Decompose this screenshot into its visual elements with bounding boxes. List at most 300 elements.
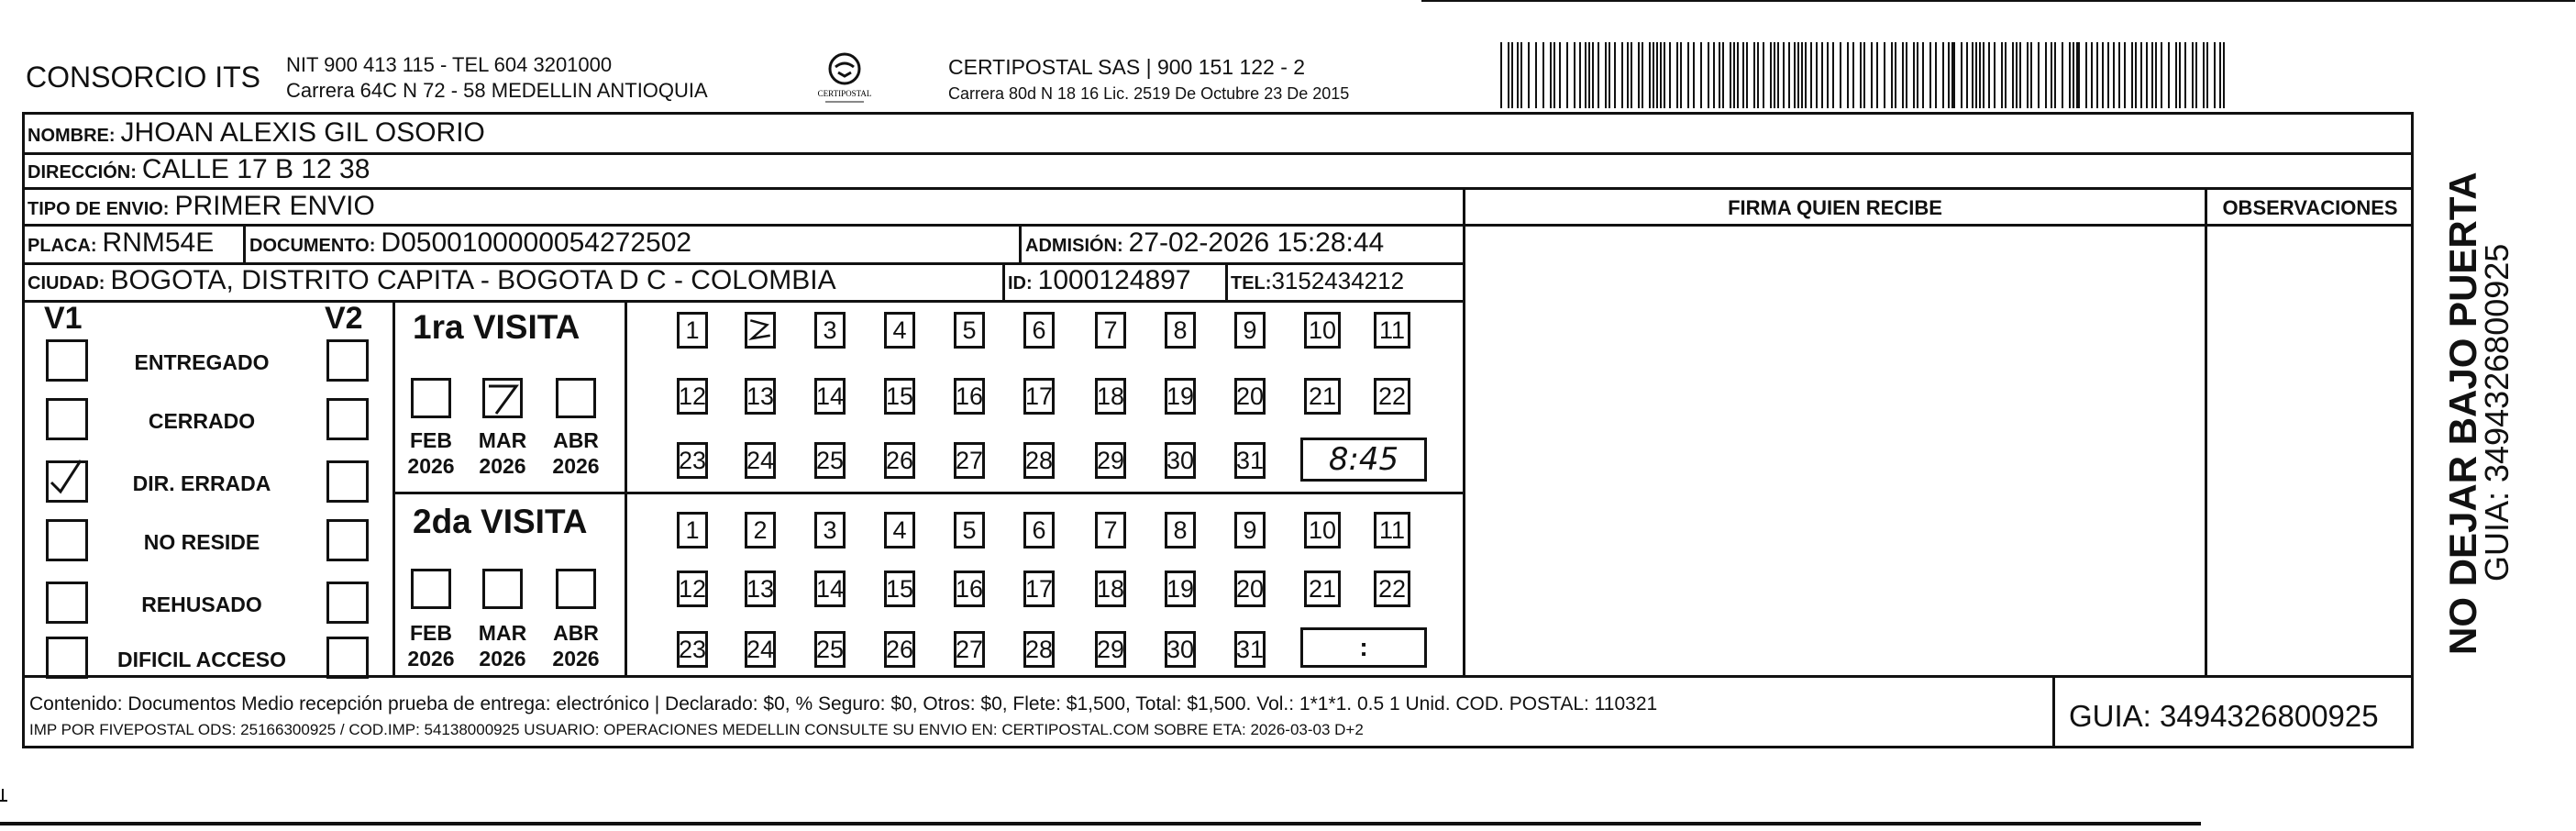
barcode (1500, 42, 2234, 108)
barcode-bar (2019, 42, 2021, 108)
barcode-bar (1860, 42, 1862, 108)
day-box[interactable]: 23 (677, 442, 708, 479)
day-box[interactable]: 22 (1374, 571, 1410, 607)
reason-label: REHUSADO (141, 593, 262, 616)
barcode-bar (1621, 42, 1623, 108)
barcode-bar (1948, 42, 1950, 108)
month-label (399, 620, 463, 671)
barcode-bar (2073, 42, 2074, 108)
barcode-bar (1585, 42, 1587, 108)
day-box[interactable]: 3 (814, 312, 846, 349)
rule (392, 492, 1463, 494)
barcode-bar (1656, 42, 1658, 108)
barcode-bar (2027, 42, 2029, 108)
barcode-bar (1746, 42, 1748, 108)
day-box[interactable]: 5 (954, 312, 985, 349)
v2-checkbox[interactable] (326, 460, 369, 503)
no-dejar-bajo-puerta: NO DEJAR BAJO PUERTA (2441, 172, 2484, 655)
barcode-bar (2192, 42, 2194, 108)
rule (22, 152, 2414, 155)
barcode-bar (1961, 42, 1962, 108)
barcode-bar (1827, 42, 1829, 108)
v2-checkbox[interactable] (326, 398, 369, 440)
barcode-bar (1891, 42, 1893, 108)
barcode-bar (2001, 42, 2003, 108)
barcode-bar (1757, 42, 1759, 108)
barcode-bar (1816, 42, 1818, 108)
rule (1225, 262, 1228, 300)
footer-guia: GUIA: 3494326800925 (2069, 699, 2379, 733)
barcode-bar (1929, 42, 1931, 108)
rule (22, 300, 1465, 303)
barcode-bar (2051, 42, 2052, 108)
day-box[interactable]: 17 (1023, 571, 1055, 607)
day-box[interactable]: 18 (1095, 378, 1126, 415)
tipo-envio-field (28, 191, 375, 222)
day-box[interactable]: 11 (1374, 312, 1410, 349)
day-box[interactable] (745, 312, 776, 349)
barcode-bar (1638, 42, 1640, 108)
month-checkbox[interactable] (411, 569, 451, 609)
barcode-bar (1566, 42, 1568, 108)
month-year: 2026 (479, 647, 526, 670)
barcode-bar (2124, 42, 2126, 108)
month-checkbox[interactable] (556, 378, 596, 418)
top-rule (1421, 0, 2575, 2)
placa-value: RNM54E (102, 227, 215, 258)
nombre-label: NOMBRE: (28, 126, 116, 146)
barcode-bar (1935, 42, 1937, 108)
rule (1019, 224, 1022, 262)
day-box[interactable]: 25 (814, 442, 846, 479)
barcode-bar (1614, 42, 1616, 108)
month-name: MAR (478, 428, 527, 452)
documento-value: D0500100000054272502 (381, 227, 692, 258)
v1-checkbox[interactable] (46, 398, 88, 440)
barcode-bar (1913, 42, 1915, 108)
day-box[interactable]: 16 (954, 378, 985, 415)
tel-value: 3152434212 (1271, 267, 1405, 294)
barcode-bar (1922, 42, 1924, 108)
barcode-bar (1863, 42, 1865, 108)
barcode-bar (1592, 42, 1594, 108)
v2-label: V2 (325, 301, 363, 336)
rule (243, 224, 246, 262)
reason-label: CERRADO (148, 409, 256, 433)
day-box[interactable]: 12 (677, 571, 708, 607)
rule (2052, 675, 2055, 748)
day-box[interactable]: 16 (954, 571, 985, 607)
barcode-bar (1520, 42, 1522, 108)
day-box[interactable]: 7 (1095, 312, 1126, 349)
day-box[interactable]: 20 (1234, 571, 1266, 607)
day-box[interactable]: 19 (1165, 571, 1196, 607)
documento-label: DOCUMENTO: (249, 236, 376, 256)
tipo-envio-value: PRIMER ENVIO (174, 191, 375, 221)
barcode-bar (1801, 42, 1803, 108)
month-name: ABR (553, 428, 599, 452)
barcode-bar (1693, 42, 1695, 108)
firma-header: FIRMA QUIEN RECIBE (1728, 196, 1942, 219)
footer-line2: IMP POR FIVEPOSTAL ODS: 25166300925 / COD.IMP: 54138000925 USUARIO: OPERACIONES MEDELLIN CONSULTE SU ENVIO EN: CERTIPOSTAL.COM SOBRE ETA: 2026-03-03 D+2 (29, 721, 1364, 738)
barcode-bar (2184, 42, 2186, 108)
company-name: CONSORCIO ITS (26, 61, 261, 94)
barcode-bar (2214, 42, 2216, 108)
day-mark-icon (747, 315, 773, 346)
barcode-bar (1664, 42, 1665, 108)
day-box[interactable]: 9 (1234, 312, 1266, 349)
day-box[interactable]: 26 (884, 442, 915, 479)
barcode-bar (1649, 42, 1651, 108)
visit2-time-box[interactable] (1300, 627, 1427, 668)
v1-checkbox[interactable] (46, 582, 88, 624)
barcode-bar (2161, 42, 2162, 108)
placa-field (28, 227, 214, 259)
barcode-bar (1517, 42, 1519, 108)
barcode-bar (1763, 42, 1764, 108)
day-box[interactable]: 14 (814, 571, 846, 607)
rule (1463, 187, 1465, 675)
month-year: 2026 (407, 454, 455, 478)
month-year: 2026 (407, 647, 455, 670)
day-box[interactable]: 28 (1023, 631, 1055, 668)
barcode-bar (2168, 42, 2170, 108)
admision-label: ADMISIÓN: (1025, 236, 1123, 256)
day-box[interactable]: 17 (1023, 378, 1055, 415)
barcode-bar (1742, 42, 1744, 108)
nombre-field (28, 117, 485, 149)
barcode-bar (2195, 42, 2197, 108)
barcode-bar (2151, 42, 2153, 108)
barcode-bar (2155, 42, 2157, 108)
barcode-bar (1774, 42, 1775, 108)
reason-label: NO RESIDE (143, 530, 260, 554)
barcode-bar (1979, 42, 1981, 108)
barcode-bar (2175, 42, 2177, 108)
barcode-bar (2069, 42, 2071, 108)
barcode-bar (2012, 42, 2014, 108)
barcode-bar (2113, 42, 2115, 108)
barcode-bar (1680, 42, 1682, 108)
certipostal-line1: CERTIPOSTAL SAS | 900 151 122 - 2 (948, 55, 1306, 79)
day-box[interactable]: 20 (1234, 378, 1266, 415)
v2-checkbox[interactable] (326, 582, 369, 624)
barcode-bar (1975, 42, 1977, 108)
direccion-field (28, 154, 370, 185)
month-name: MAR (478, 621, 527, 645)
day-box[interactable]: 15 (884, 378, 915, 415)
day-box[interactable]: 14 (814, 378, 846, 415)
barcode-bar (2203, 42, 2205, 108)
barcode-bar (1653, 42, 1654, 108)
day-box[interactable]: 10 (1304, 512, 1341, 548)
reason-label: DIFICIL ACCESO (116, 648, 286, 671)
barcode-bar (1805, 42, 1807, 108)
month-checkbox[interactable] (556, 569, 596, 609)
barcode-bar (1972, 42, 1973, 108)
barcode-bar (1642, 42, 1643, 108)
barcode-bar (1730, 42, 1731, 108)
company-address: Carrera 64C N 72 - 58 MEDELLIN ANTIOQUIA (286, 79, 708, 102)
barcode-bar (1884, 42, 1885, 108)
barcode-bar (1852, 42, 1854, 108)
month-mark-icon (485, 381, 520, 416)
bottom-rule (0, 822, 2201, 825)
day-box[interactable]: 5 (954, 512, 985, 548)
day-box[interactable]: 29 (1095, 442, 1126, 479)
day-box[interactable]: 7 (1095, 512, 1126, 548)
barcode-bar (2062, 42, 2063, 108)
month-checkbox[interactable] (482, 378, 523, 418)
barcode-bar (1966, 42, 1968, 108)
barcode-bar (1942, 42, 1944, 108)
month-label (399, 427, 463, 479)
day-box[interactable]: 2 (745, 512, 776, 548)
month-name: ABR (553, 621, 599, 645)
barcode-bar (2102, 42, 2104, 108)
day-box[interactable]: 19 (1165, 378, 1196, 415)
day-box[interactable]: 11 (1374, 512, 1410, 548)
day-box[interactable]: 8 (1165, 312, 1196, 349)
barcode-bar (1895, 42, 1896, 108)
day-box[interactable]: 30 (1165, 442, 1196, 479)
barcode-bar (2045, 42, 2047, 108)
barcode-bar (1627, 42, 1629, 108)
month-label (544, 427, 608, 479)
check-mark-icon (46, 455, 88, 497)
day-box[interactable]: 31 (1234, 631, 1266, 668)
company-nit-tel: NIT 900 413 115 - TEL 604 3201000 (286, 53, 613, 76)
v1-checkbox[interactable] (46, 637, 88, 679)
barcode-bar (1553, 42, 1555, 108)
day-box[interactable]: 12 (677, 378, 708, 415)
day-box[interactable]: 3 (814, 512, 846, 548)
reason-label: DIR. ERRADA (132, 471, 271, 495)
day-box[interactable]: 18 (1095, 571, 1126, 607)
admision-field (1025, 227, 1384, 259)
admision-value: 27-02-2026 15:28:44 (1128, 227, 1385, 258)
barcode-bar (1994, 42, 1996, 108)
barcode-bar (1777, 42, 1779, 108)
placa-label: PLACA: (28, 236, 97, 256)
side-guia: GUIA: 3494326800925 (2478, 243, 2515, 582)
barcode-bar (1676, 42, 1678, 108)
day-box[interactable]: 4 (884, 312, 915, 349)
barcode-bar (1559, 42, 1561, 108)
ciudad-field (28, 265, 836, 296)
barcode-bar (1598, 42, 1599, 108)
visit1-time-box[interactable] (1300, 438, 1427, 482)
day-box[interactable]: 8 (1165, 512, 1196, 548)
footer-line1: Contenido: Documentos Medio recepción prueba de entrega: electrónico | Declarado: $0, % Seguro: $0, Otros: $0, Flete: $1,500, Total: $1,500. Vol.: 1*1*1. 0.5 1 Unid. COD. POSTAL: 110321 (29, 693, 1658, 715)
month-name: FEB (410, 621, 452, 645)
id-field (1008, 265, 1191, 296)
month-name: FEB (410, 428, 452, 452)
barcode-bar (2219, 42, 2221, 108)
barcode-bar (2135, 42, 2137, 108)
barcode-bar (2016, 42, 2018, 108)
day-box[interactable]: 9 (1234, 512, 1266, 548)
documento-field (249, 227, 691, 259)
day-box[interactable]: 21 (1304, 378, 1341, 415)
observaciones-header: OBSERVACIONES (2222, 196, 2398, 219)
day-box[interactable]: 1 (677, 312, 708, 349)
day-box[interactable]: 31 (1234, 442, 1266, 479)
barcode-bar (2054, 42, 2056, 108)
month-checkbox[interactable] (482, 569, 523, 609)
v2-checkbox[interactable] (326, 637, 369, 679)
barcode-bar (1687, 42, 1689, 108)
barcode-bar (2091, 42, 2093, 108)
barcode-bar (1770, 42, 1772, 108)
barcode-bar (1810, 42, 1812, 108)
id-value: 1000124897 (1037, 265, 1191, 295)
barcode-bar (1753, 42, 1755, 108)
v2-checkbox[interactable] (326, 519, 369, 561)
tipo-envio-label: TIPO DE ENVIO: (28, 199, 170, 219)
bottom-corner (2, 789, 4, 802)
barcode-bar (2179, 42, 2181, 108)
visit1-time-value: 8:45 (1328, 441, 1399, 478)
barcode-bar (1902, 42, 1904, 108)
day-box[interactable]: 6 (1023, 512, 1055, 548)
month-label (544, 620, 608, 671)
id-label: ID: (1008, 273, 1033, 294)
barcode-bar (1847, 42, 1849, 108)
v1-label: V1 (44, 301, 83, 336)
barcode-bar (1719, 42, 1720, 108)
certipostal-line2: Carrera 80d N 18 16 Lic. 2519 De Octubre 23 De 2015 (948, 84, 1350, 103)
logo-text: CERTIPOSTAL (817, 89, 872, 98)
barcode-bar (1550, 42, 1552, 108)
ciudad-value: BOGOTA, DISTRITO CAPITA - BOGOTA D C - COLOMBIA (110, 265, 836, 295)
barcode-bar (1669, 42, 1671, 108)
barcode-bar (1988, 42, 1990, 108)
rule (392, 300, 395, 675)
day-box[interactable]: 29 (1095, 631, 1126, 668)
barcode-bar (1708, 42, 1709, 108)
barcode-bar (1574, 42, 1575, 108)
certipostal-logo (816, 50, 873, 107)
day-box[interactable]: 13 (745, 378, 776, 415)
day-box[interactable]: 22 (1374, 378, 1410, 415)
barcode-bar (2038, 42, 2040, 108)
rule (2205, 187, 2207, 675)
barcode-bar (2030, 42, 2032, 108)
barcode-bar (2140, 42, 2142, 108)
barcode-bar (2005, 42, 2007, 108)
barcode-bar (2107, 42, 2109, 108)
barcode-bar (1917, 42, 1918, 108)
v1-checkbox[interactable] (46, 339, 88, 382)
barcode-bar (1783, 42, 1785, 108)
day-box[interactable]: 27 (954, 442, 985, 479)
day-box[interactable]: 1 (677, 512, 708, 548)
month-year: 2026 (552, 454, 600, 478)
barcode-bar (1832, 42, 1834, 108)
barcode-bar (2131, 42, 2133, 108)
barcode-bar (1840, 42, 1841, 108)
month-checkbox[interactable] (411, 378, 451, 418)
day-box[interactable]: 4 (884, 512, 915, 548)
barcode-bar (2076, 42, 2080, 108)
day-box[interactable]: 28 (1023, 442, 1055, 479)
day-box[interactable]: 10 (1304, 312, 1341, 349)
barcode-bar (1535, 42, 1537, 108)
tel-field (1231, 267, 1404, 295)
day-box[interactable]: 15 (884, 571, 915, 607)
barcode-bar (1733, 42, 1735, 108)
barcode-bar (1722, 42, 1724, 108)
day-box[interactable]: 30 (1165, 631, 1196, 668)
barcode-bar (2206, 42, 2208, 108)
barcode-bar (1528, 42, 1530, 108)
barcode-bar (2146, 42, 2148, 108)
barcode-bar (1713, 42, 1715, 108)
barcode-bar (2096, 42, 2098, 108)
barcode-bar (1983, 42, 1985, 108)
barcode-bar (1788, 42, 1790, 108)
barcode-bar (1508, 42, 1509, 108)
barcode-bar (1588, 42, 1590, 108)
direccion-value: CALLE 17 B 12 38 (141, 154, 370, 184)
day-box[interactable]: 21 (1304, 571, 1341, 607)
barcode-bar (1700, 42, 1702, 108)
barcode-bar (1579, 42, 1581, 108)
barcode-bar (1876, 42, 1878, 108)
visit2-title: 2da VISITA (413, 503, 588, 540)
barcode-bar (1542, 42, 1544, 108)
day-box[interactable]: 24 (745, 631, 776, 668)
barcode-bar (2085, 42, 2087, 108)
barcode-bar (1737, 42, 1739, 108)
day-box[interactable]: 13 (745, 571, 776, 607)
nombre-value: JHOAN ALEXIS GIL OSORIO (120, 117, 485, 148)
barcode-bar (2118, 42, 2120, 108)
barcode-bar (1605, 42, 1607, 108)
rule (22, 224, 2414, 227)
day-box[interactable]: 23 (677, 631, 708, 668)
day-box[interactable]: 24 (745, 442, 776, 479)
ciudad-label: CIUDAD: (28, 273, 105, 294)
month-year: 2026 (479, 454, 526, 478)
barcode-bar (1660, 42, 1662, 108)
day-box[interactable]: 26 (884, 631, 915, 668)
reason-label: ENTREGADO (134, 350, 270, 374)
barcode-bar (1609, 42, 1610, 108)
barcode-bar (1906, 42, 1907, 108)
visit1-title: 1ra VISITA (413, 308, 580, 346)
month-year: 2026 (552, 647, 600, 670)
v1-checkbox[interactable] (46, 519, 88, 561)
barcode-bar (1511, 42, 1513, 108)
barcode-bar (2223, 42, 2225, 108)
barcode-bar (1797, 42, 1799, 108)
day-box[interactable]: 25 (814, 631, 846, 668)
barcode-bar (1821, 42, 1823, 108)
day-box[interactable]: 27 (954, 631, 985, 668)
tel-label: TEL: (1231, 273, 1272, 294)
v2-checkbox[interactable] (326, 339, 369, 382)
rule (22, 187, 2414, 190)
barcode-bar (1951, 42, 1955, 108)
direccion-label: DIRECCIÓN: (28, 162, 137, 183)
month-label (470, 427, 535, 479)
visit2-time-value: : (1359, 633, 1368, 661)
barcode-bar (1631, 42, 1632, 108)
day-box[interactable]: 6 (1023, 312, 1055, 349)
rule (625, 300, 627, 675)
